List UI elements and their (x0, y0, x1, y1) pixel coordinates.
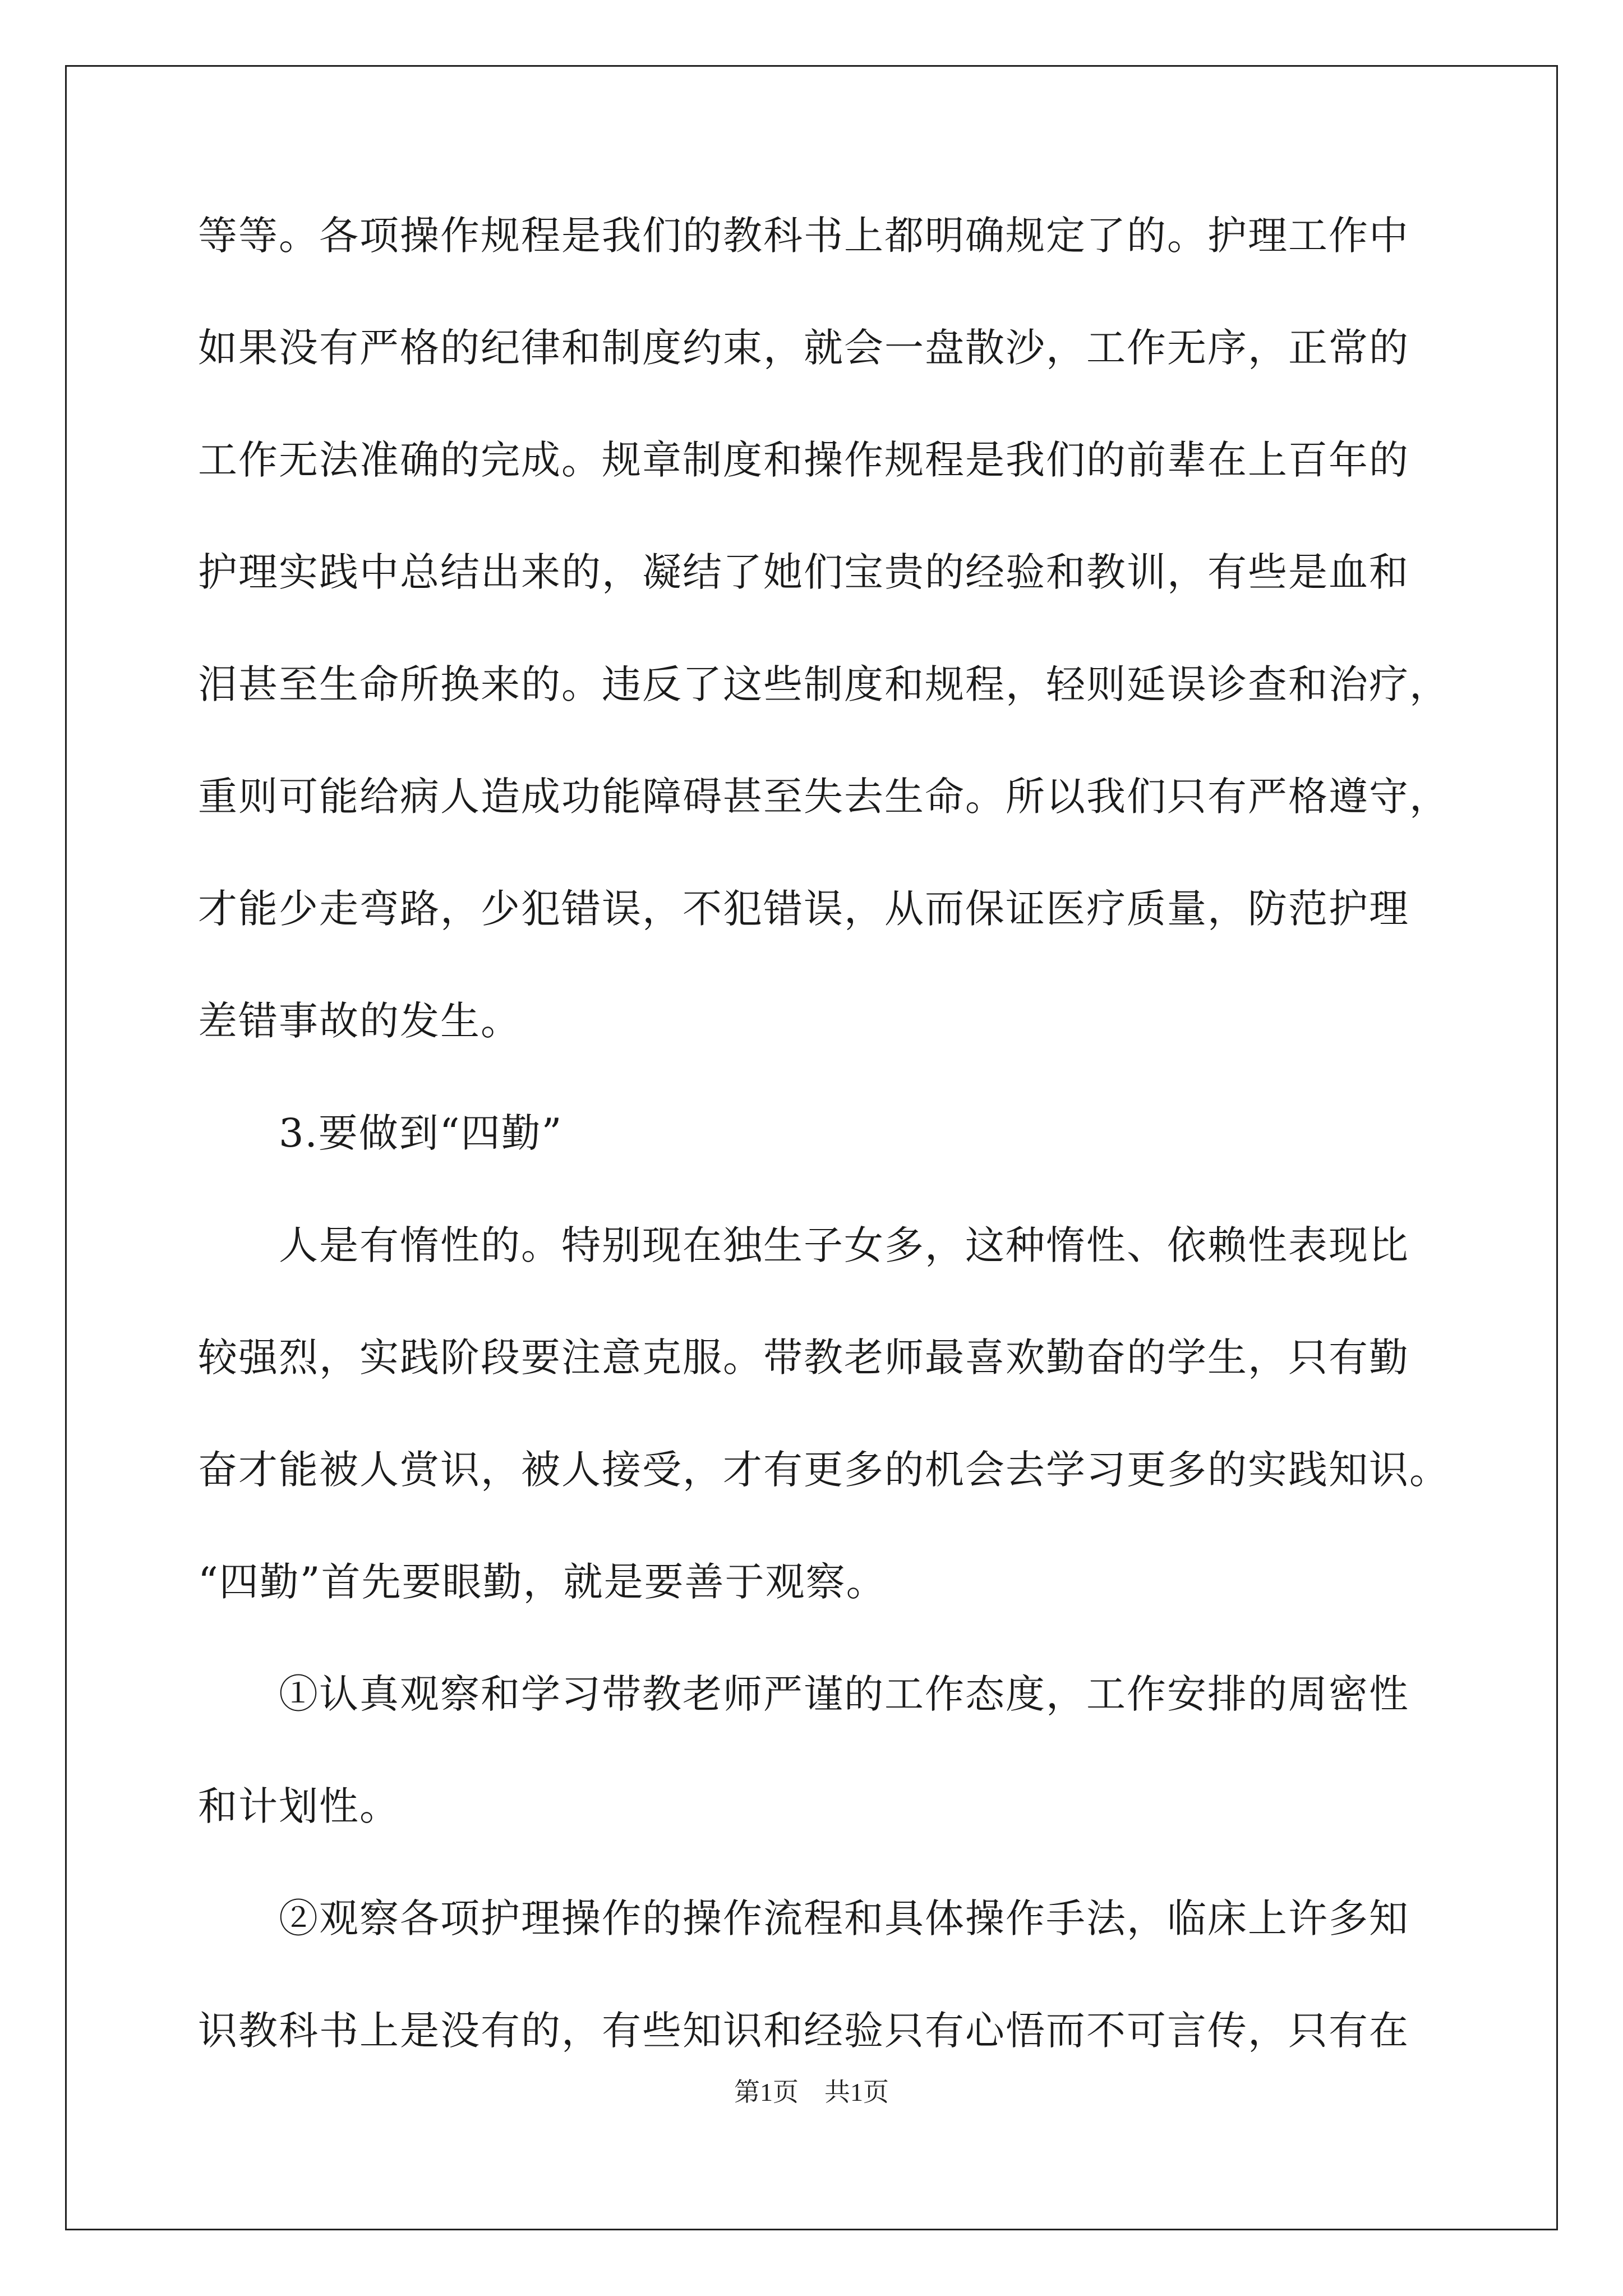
section-heading: 3.要做到“四勤” (198, 1110, 563, 1156)
text-line: 人是有惰性的。特别现在独生子女多，这种惰性、依赖性表现比 (198, 1222, 1409, 1268)
text-line: 护理实践中总结出来的，凝结了她们宝贵的经验和教训，有些是血和 (198, 549, 1409, 595)
text-line: 和计划性。 (198, 1783, 400, 1829)
text-line: ②观察各项护理操作的操作流程和具体操作手法，临床上许多知 (198, 1895, 1409, 1941)
page-footer: 第1页 共1页 (734, 2078, 889, 2106)
text-line: ①认真观察和学习带教老师严谨的工作态度，工作安排的周密性 (198, 1671, 1409, 1717)
text-line: 奋才能被人赏识，被人接受，才有更多的机会去学习更多的实践知识。 (198, 1447, 1450, 1493)
text-line: 工作无法准确的完成。规章制度和操作规程是我们的前辈在上百年的 (198, 437, 1409, 483)
text-line: 较强烈，实践阶段要注意克服。带教老师最喜欢勤奋的学生，只有勤 (198, 1335, 1409, 1381)
text-line: 泪甚至生命所换来的。违反了这些制度和规程，轻则延误诊查和治疗， (198, 661, 1450, 707)
text-line: 才能少走弯路，少犯错误，不犯错误，从而保证医疗质量，防范护理 (198, 886, 1409, 932)
text-line: 如果没有严格的纪律和制度约束，就会一盘散沙，工作无序，正常的 (198, 325, 1409, 371)
text-line: “四勤”首先要眼勤，就是要善于观察。 (198, 1559, 887, 1605)
text-line: 差错事故的发生。 (198, 998, 521, 1044)
text-line: 重则可能给病人造成功能障碍甚至失去生命。所以我们只有严格遵守， (198, 774, 1450, 820)
text-line: 识教科书上是没有的，有些知识和经验只有心悟而不可言传，只有在 (198, 2008, 1409, 2054)
text-line: 等等。各项操作规程是我们的教科书上都明确规定了的。护理工作中 (198, 213, 1409, 259)
